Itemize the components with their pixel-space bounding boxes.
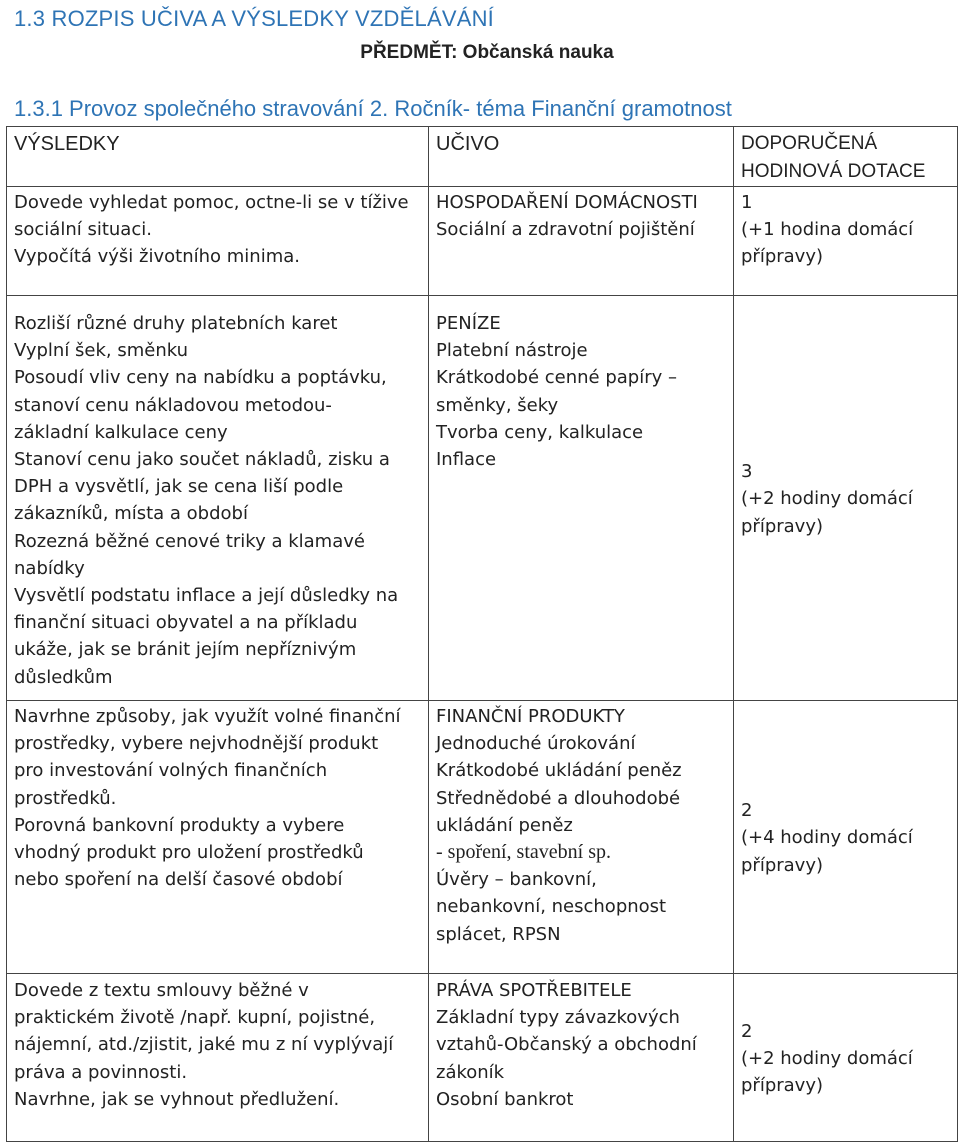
results-line: Rozezná běžné cenové triky a klamavé (14, 530, 365, 552)
content-line: směnky, šeky (436, 394, 559, 416)
header-hours-line1: DOPORUČENÁ (741, 133, 878, 154)
header-content: UČIVO (429, 127, 734, 187)
content-line: Krátkodobé cenné papíry – (436, 367, 677, 389)
content-line: Základní typy závazkových (436, 1007, 680, 1029)
subsection-heading: 1.3.1 Provoz společného stravování 2. Ročník- téma Finanční gramotnost (14, 96, 732, 121)
results-line: Stanoví cenu jako součet nákladů, zisku a (14, 449, 390, 471)
results-line: důsledkům (14, 666, 113, 688)
content-line: ukládání peněz (436, 814, 573, 836)
content-line: HOSPODAŘENÍ DOMÁCNOSTI (436, 192, 698, 213)
header-results: VÝSLEDKY (7, 127, 429, 187)
content-line: nebankovní, neschopnost (436, 896, 667, 918)
table-row (7, 187, 958, 296)
header-hours-line2: HODINOVÁ DOTACE (741, 161, 926, 182)
content-line: Krátkodobé ukládání peněz (436, 760, 682, 782)
hours-line: přípravy) (741, 246, 824, 268)
results-line: prostředky, vybere nejvhodnější produkt (14, 733, 379, 755)
hours-line: přípravy) (741, 1075, 824, 1097)
results-line: Dovede z textu smlouvy běžné v (14, 980, 309, 1001)
hours-cell (734, 296, 958, 701)
results-line: základní kalkulace ceny (14, 421, 228, 443)
table-row (7, 701, 958, 974)
results-line: Vyplní šek, směnku (14, 340, 189, 362)
results-line: práva a povinnosti. (14, 1061, 188, 1083)
results-line: pro investování volných finančních (14, 760, 328, 782)
hours-cell (734, 187, 958, 296)
content-line: zákoník (436, 1061, 505, 1083)
results-line: Navrhne, jak se vyhnout předlužení. (14, 1088, 340, 1110)
content-line: Střednědobé a dlouhodobé (436, 787, 681, 809)
results-cell (7, 187, 429, 296)
content-line: Inflace (436, 449, 497, 471)
section-heading: 1.3 ROZPIS UČIVA A VÝSLEDKY VZDĚLÁVÁNÍ (14, 6, 494, 31)
curriculum-table (6, 126, 958, 1142)
hours-line: (+4 hodiny domácí (741, 827, 913, 849)
content-line: FINANČNÍ PRODUKTY (436, 706, 625, 727)
results-line: Porovná bankovní produkty a vybere (14, 814, 345, 836)
content-line: Úvěry – bankovní, (436, 869, 597, 891)
content-line: PENÍZE (436, 313, 501, 334)
results-line: sociální situaci. (14, 219, 152, 241)
hours-cell (734, 701, 958, 974)
table-row (7, 296, 958, 701)
results-cell (7, 296, 429, 701)
results-line: ukáže, jak se bránit jejím nepříznivým (14, 639, 357, 661)
results-line: stanoví cenu nákladovou metodou- (14, 394, 332, 416)
header-hours (734, 127, 958, 187)
results-line: Vypočítá výši životního minima. (14, 246, 300, 268)
results-cell (7, 974, 429, 1142)
content-line: PRÁVA SPOTŘEBITELE (436, 980, 632, 1001)
results-line: Rozliší různé druhy platebních karet (14, 313, 338, 334)
hours-line: 1 (741, 192, 753, 213)
content-line: - spoření, stavební sp. (436, 841, 611, 864)
results-line: finanční situaci obyvatel a na příkladu (14, 612, 358, 634)
hours-line: 2 (741, 800, 753, 822)
content-line: Sociální a zdravotní pojištění (436, 219, 695, 241)
content-line: Osobní bankrot (436, 1088, 574, 1110)
results-line: Vysvětlí podstatu inflace a její důsledky na (14, 585, 399, 607)
results-line: Dovede vyhledat pomoc, octne-li se v tížive (14, 192, 409, 213)
hours-line: (+1 hodina domácí (741, 219, 914, 241)
results-line: nabídky (14, 557, 85, 579)
results-line: Posoudí vliv ceny na nabídku a poptávku, (14, 367, 387, 389)
content-line: vztahů-Občanský a obchodní (436, 1034, 697, 1056)
results-line: nebo spoření na delší časové období (14, 869, 343, 891)
results-line: DPH a vysvětlí, jak se cena liší podle (14, 476, 344, 498)
hours-line: (+2 hodiny domácí (741, 488, 913, 510)
results-line: zákazníků, místa a období (14, 503, 248, 525)
results-line: prostředků. (14, 787, 117, 809)
content-cell (429, 187, 734, 296)
content-cell (429, 296, 734, 701)
content-cell (429, 701, 734, 974)
results-line: vhodný produkt pro uložení prostředků (14, 842, 364, 864)
content-cell (429, 974, 734, 1142)
content-line: splácet, RPSN (436, 923, 561, 945)
hours-line: 2 (741, 1020, 753, 1042)
content-line: Platební nástroje (436, 340, 588, 362)
results-cell (7, 701, 429, 974)
results-line: Navrhne způsoby, jak využít volné finanční (14, 706, 401, 727)
hours-cell (734, 974, 958, 1142)
hours-line: přípravy) (741, 515, 824, 537)
hours-line: (+2 hodiny domácí (741, 1047, 913, 1069)
hours-line: přípravy) (741, 854, 824, 876)
results-line: praktickém životě /např. kupní, pojistné, (14, 1007, 376, 1029)
table-row (7, 974, 958, 1142)
results-line: nájemní, atd./zjistit, jaké mu z ní vyplývají (14, 1034, 394, 1056)
content-line: Tvorba ceny, kalkulace (436, 421, 644, 443)
content-line: Jednoduché úrokování (436, 733, 636, 755)
hours-line: 3 (741, 461, 753, 483)
subject-title: PŘEDMĚT: Občanská nauka (360, 42, 614, 63)
table-header-row (7, 127, 958, 187)
